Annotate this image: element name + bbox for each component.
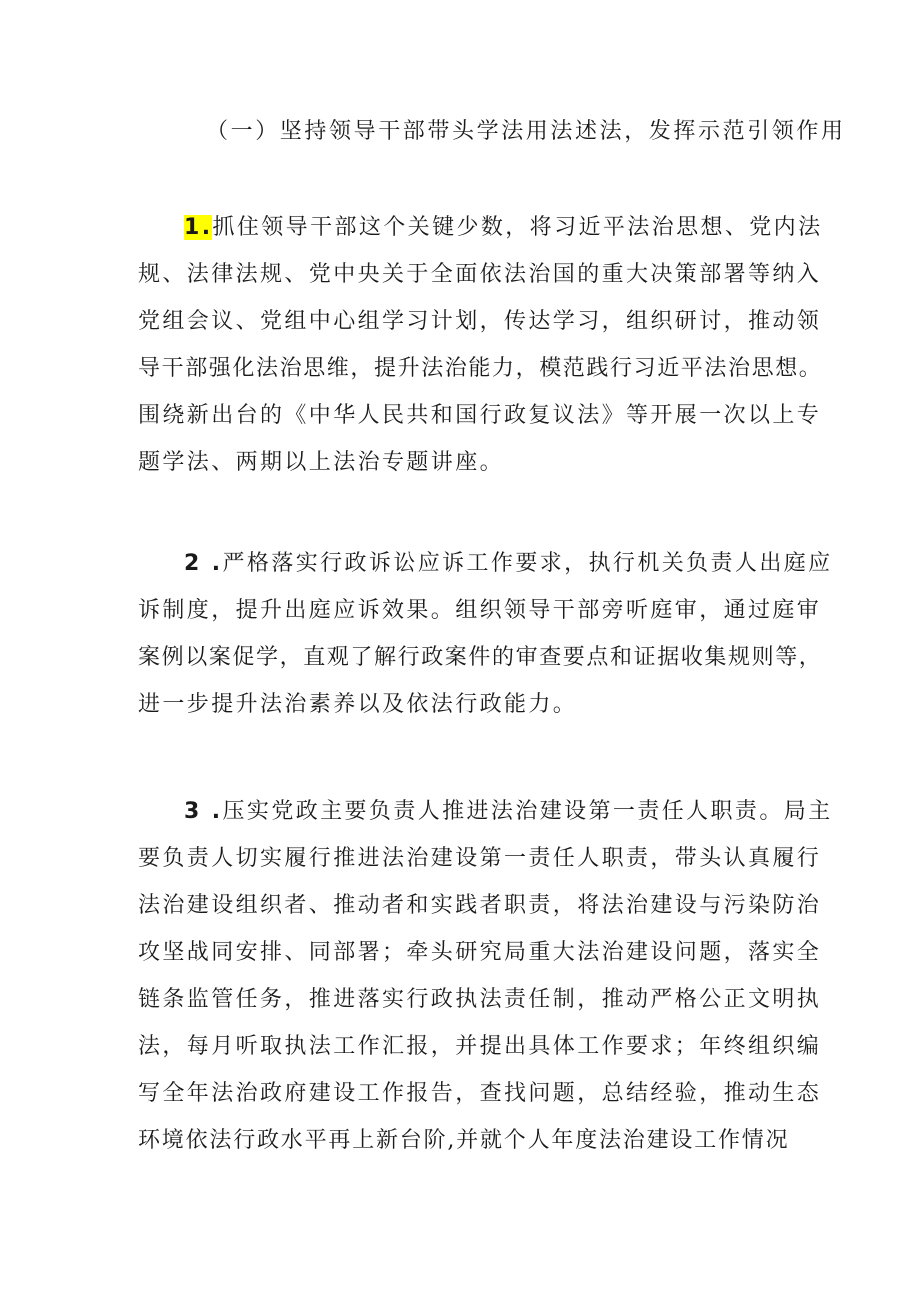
paragraph-line: 进一步提升法治素养以及依法行政能力。 <box>138 692 578 717</box>
paragraph-line: 写全年法治政府建设工作报告，查找问题，总结经验，推动生态 <box>138 1081 822 1106</box>
paragraph-line <box>138 212 823 259</box>
item-number: 2 . <box>184 551 223 576</box>
section-heading: （一）坚持领导干部带头学法用法述法，发挥示范引领作用 <box>206 119 846 144</box>
paragraph-line: 导干部强化法治思维，提升法治能力，模范践行习近平法治思想。 <box>138 356 823 381</box>
item-number: 3 . <box>184 799 223 824</box>
paragraph-line: 围绕新出台的《中华人民共和国行政复议法》等开展一次以上专 <box>138 403 822 428</box>
paragraph-3 <box>138 796 833 1172</box>
paragraph-1 <box>138 212 823 494</box>
paragraph-line: 法治建设组织者、推动者和实践者职责，将法治建设与污染防治 <box>138 893 822 918</box>
paragraph-line <box>138 796 833 843</box>
paragraph-line: 法，每月听取执法工作汇报，并提出具体工作要求；年终组织编 <box>138 1034 822 1059</box>
line-text: 抓住领导干部这个关键少数，将习近平法治思想、党内法 <box>212 215 823 240</box>
paragraph-line: 链条监管任务，推进落实行政执法责任制，推动严格公正文明执 <box>138 987 822 1012</box>
paragraph-line: 攻坚战同安排、同部署；牵头研究局重大法治建设问题，落实全 <box>138 940 822 965</box>
line-text: 严格落实行政诉讼应诉工作要求，执行机关负责人出庭应 <box>222 551 833 576</box>
paragraph-line: 规、法律法规、党中央关于全面依法治国的重大决策部署等纳入 <box>138 262 822 287</box>
paragraph-line <box>138 548 833 595</box>
paragraph-line: 案例以案促学，直观了解行政案件的审查要点和证据收集规则等， <box>138 645 823 670</box>
paragraph-line: 环境依法行政水平再上新台阶,并就个人年度法治建设工作情况 <box>138 1128 790 1153</box>
paragraph-line: 要负责人切实履行推进法治建设第一责任人职责，带头认真履行 <box>138 846 822 871</box>
paragraph-line: 题学法、两期以上法治专题讲座。 <box>138 450 505 475</box>
paragraph-2 <box>138 548 833 736</box>
paragraph-line: 诉制度，提升出庭应诉效果。组织领导干部旁听庭审，通过庭审 <box>138 598 822 623</box>
item-number: 1. <box>184 215 213 240</box>
line-text: 压实党政主要负责人推进法治建设第一责任人职责。局主 <box>222 799 833 824</box>
paragraph-line: 党组会议、党组中心组学习计划，传达学习，组织研讨，推动领 <box>138 309 822 334</box>
